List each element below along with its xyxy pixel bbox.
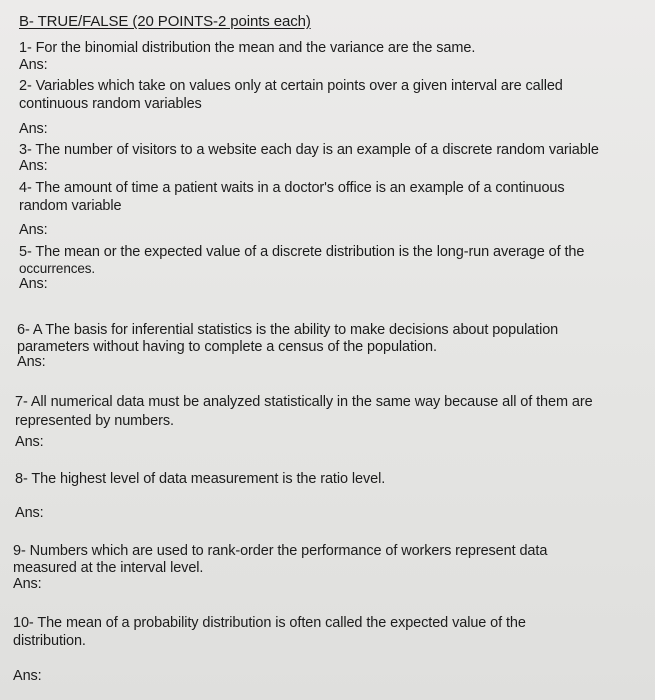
question-2-text-line-1: 2- Variables which take on values only at certain points over a given interval are called — [19, 78, 563, 94]
question-4-text-line-1: 4- The amount of time a patient waits in a doctor's office is an example of a continuous — [19, 180, 565, 196]
question-6-text-line-2: parameters without having to complete a census of the population. — [17, 339, 437, 355]
question-8-text: 8- The highest level of data measurement is the ratio level. — [15, 471, 386, 487]
question-9-text-line-1: 9- Numbers which are used to rank-order the performance of workers represent data — [13, 543, 548, 559]
question-7-answer: Ans: — [15, 434, 44, 450]
question-2-text-line-2: continuous random variables — [19, 96, 202, 112]
section-heading: B- TRUE/FALSE (20 POINTS-2 points each) — [19, 13, 311, 30]
question-4-answer: Ans: — [19, 222, 48, 238]
question-5-text-line-1: 5- The mean or the expected value of a discrete distribution is the long-run average of the — [19, 244, 585, 260]
question-1-answer: Ans: — [19, 57, 48, 73]
question-10-text-line-2: distribution. — [13, 633, 86, 649]
question-5-answer: Ans: — [19, 276, 48, 292]
question-6-answer: Ans: — [17, 354, 46, 370]
question-5-text-line-2: occurrences. — [19, 261, 96, 276]
question-10-text-line-1: 10- The mean of a probability distribution is often called the expected value of the — [13, 615, 526, 631]
question-9-text-line-2: measured at the interval level. — [13, 560, 204, 576]
question-6-text-line-1: 6- A The basis for inferential statistics is the ability to make decisions about population — [17, 322, 559, 338]
question-4-text-line-2: random variable — [19, 198, 122, 214]
question-3-answer: Ans: — [19, 158, 48, 174]
question-2-answer: Ans: — [19, 121, 48, 137]
question-1-text: 1- For the binomial distribution the mean and the variance are the same. — [19, 40, 476, 56]
question-9-answer: Ans: — [13, 576, 42, 592]
question-8-answer: Ans: — [15, 505, 44, 521]
question-7-text-line-2: represented by numbers. — [15, 413, 174, 429]
question-7-text-line-1: 7- All numerical data must be analyzed statistically in the same way because all of them are — [15, 394, 593, 410]
question-3-text: 3- The number of visitors to a website each day is an example of a discrete random variable — [19, 142, 599, 158]
question-10-answer: Ans: — [13, 668, 42, 684]
